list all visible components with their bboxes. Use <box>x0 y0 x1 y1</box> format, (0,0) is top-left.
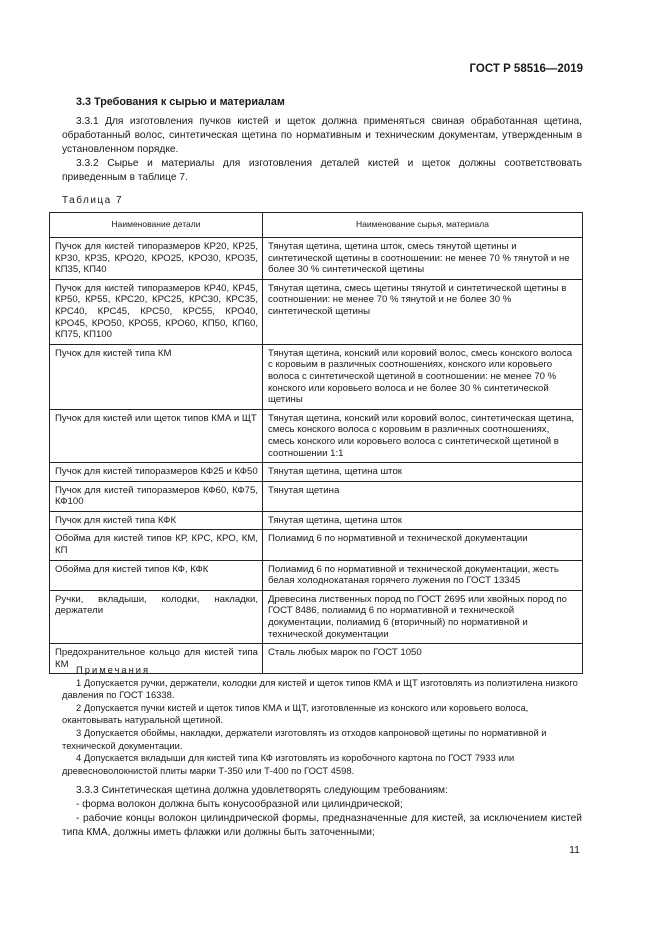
cell-material: Тянутая щетина, конский или коровий волос, синтетическая щетина, смесь конского волоса с коровьим в различных соотношениях, смесь конского или коровьего волоса с синтетической щетиной в соотношении 1:1 <box>263 409 583 462</box>
list-item: - рабочие концы волокон цилиндрической формы, предназначенные для кистей, за исключением кистей типа КМА, должны иметь флажки или должны быть заточенными; <box>62 813 582 838</box>
cell-material: Тянутая щетина, щетина шток, смесь тянутой щетины и синтетической щетины в соотношении: не менее 70 % тянутой и не более 30 % синтетической щетины <box>263 238 583 280</box>
cell-material: Сталь любых марок по ГОСТ 1050 <box>263 644 583 674</box>
materials-table <box>49 212 583 674</box>
cell-material: Тянутая щетина, конский или коровий волос, смесь конского волоса с коровьим в различных соотношениях, конского или коровьего волоса с синтетической щетиной в соотношении: не менее 70 % конского или коровьего волоса и не более 30 % синтетической щетины <box>263 344 583 409</box>
table-row <box>50 511 583 530</box>
cell-part: Пучок для кистей типоразмеров КФ25 и КФ50 <box>50 463 263 482</box>
cell-part: Пучок для кистей типоразмеров КР20, КР25, КР30, КР35, КРО20, КРО25, КРО30, КРО35, КП35, КП40 <box>50 238 263 280</box>
cell-part: Пучок для кистей типа КМ <box>50 344 263 409</box>
note-item: 4 Допускается вкладыши для кистей типа КФ изготовлять из коробочного картона по ГОСТ 7933 или древесноволокнистой плиты марки Т-350 или Т-400 по ГОСТ 4598. <box>62 752 515 776</box>
table-row <box>50 279 583 344</box>
paragraph-3-3-1: 3.3.1 Для изготовления пучков кистей и щеток должна применяться свиная обработанная щетина, обработанный волос, синтетическая щетина по нормативным и техническим документам, утвержденным в установленном порядке. <box>62 116 582 155</box>
cell-part: Предохранительное кольцо для кистей типа КМ <box>50 644 263 674</box>
cell-material: Тянутая щетина, щетина шток <box>263 511 583 530</box>
cell-material: Тянутая щетина, смесь щетины тянутой и синтетической щетины в соотношении: не менее 70 % тянутой и не более 30 % синтетической щетины <box>263 279 583 344</box>
note-item: 2 Допускается пучки кистей и щеток типов КМА и ЩТ, изготовленные из конского или коровьего волоса, окантовывать натуральной щетиной. <box>62 701 529 726</box>
table-row <box>50 463 583 482</box>
table-header-row <box>50 213 583 238</box>
cell-material: Полиамид 6 по нормативной и технической документации, жесть белая холоднокатаная горячего лужения по ГОСТ 13345 <box>263 560 583 590</box>
cell-part: Обойма для кистей типов КФ, КФК <box>50 560 263 590</box>
cell-part: Пучок для кистей или щеток типов КМА и ЩТ <box>50 409 263 462</box>
note-item: 1 Допускается ручки, держатели, колодки для кистей и щеток типов КМА и ЩТ изготовлять из полиэтилена низкого давления по ГОСТ 16338. <box>62 676 578 701</box>
cell-part: Пучок для кистей типа КФК <box>50 511 263 530</box>
section-3-3-3 <box>62 784 582 840</box>
page-number: 11 <box>569 844 580 856</box>
paragraph-3-3-2: 3.3.2 Сырье и материалы для изготовления деталей кистей и щеток должны соответствовать приведенным в таблице 7. <box>62 158 582 183</box>
table-row <box>50 590 583 643</box>
table-row <box>50 560 583 590</box>
cell-material: Тянутая щетина, щетина шток <box>263 463 583 482</box>
cell-part: Пучок для кистей типоразмеров КФ60, КФ75, КФ100 <box>50 481 263 511</box>
table-row <box>50 409 583 462</box>
standard-id: ГОСТ Р 58516—2019 <box>469 63 583 75</box>
column-header-material: Наименование сырья, материала <box>263 213 583 238</box>
table-caption: Таблица 7 <box>62 195 124 206</box>
table-notes <box>62 664 583 777</box>
cell-material: Древесина лиственных пород по ГОСТ 2695 или хвойных пород по ГОСТ 8486, полиамид 6 по нормативной и технической документации, полиамид 6 (вторичный) по нормативной и технической документации <box>263 590 583 643</box>
section-heading: 3.3 Требования к сырью и материалам <box>76 96 285 108</box>
list-item: - форма волокон должна быть конусообразной или цилиндрической; <box>76 799 403 810</box>
cell-material: Тянутая щетина <box>263 481 583 511</box>
cell-material: Полиамид 6 по нормативной и технической документации <box>263 530 583 560</box>
paragraph-3-3-3: 3.3.3 Синтетическая щетина должна удовлетворять следующим требованиям: <box>76 785 448 796</box>
cell-part: Обойма для кистей типов КР, КРС, КРО, КМ, КП <box>50 530 263 560</box>
notes-title: Примечания <box>76 664 151 675</box>
table-row <box>50 530 583 560</box>
cell-part: Пучок для кистей типоразмеров КР40, КР45, КР50, КР55, КРС20, КРС25, КРС30, КРС35, КРС40, КРС45, КРС50, КРС55, КРО40, КРО45, КРО50, КРО55, КРО60, КП50, КП60, КП75, КП100 <box>50 279 263 344</box>
table-row <box>50 344 583 409</box>
cell-part: Ручки, вкладыши, колодки, накладки, держатели <box>50 590 263 643</box>
column-header-part: Наименование детали <box>50 213 263 238</box>
table-row <box>50 481 583 511</box>
table-row <box>50 238 583 280</box>
section-3-3 <box>62 95 582 185</box>
note-item: 3 Допускается обоймы, накладки, держатели изготовлять из отходов капроновой щетины по нормативной и технической документации. <box>62 726 547 751</box>
